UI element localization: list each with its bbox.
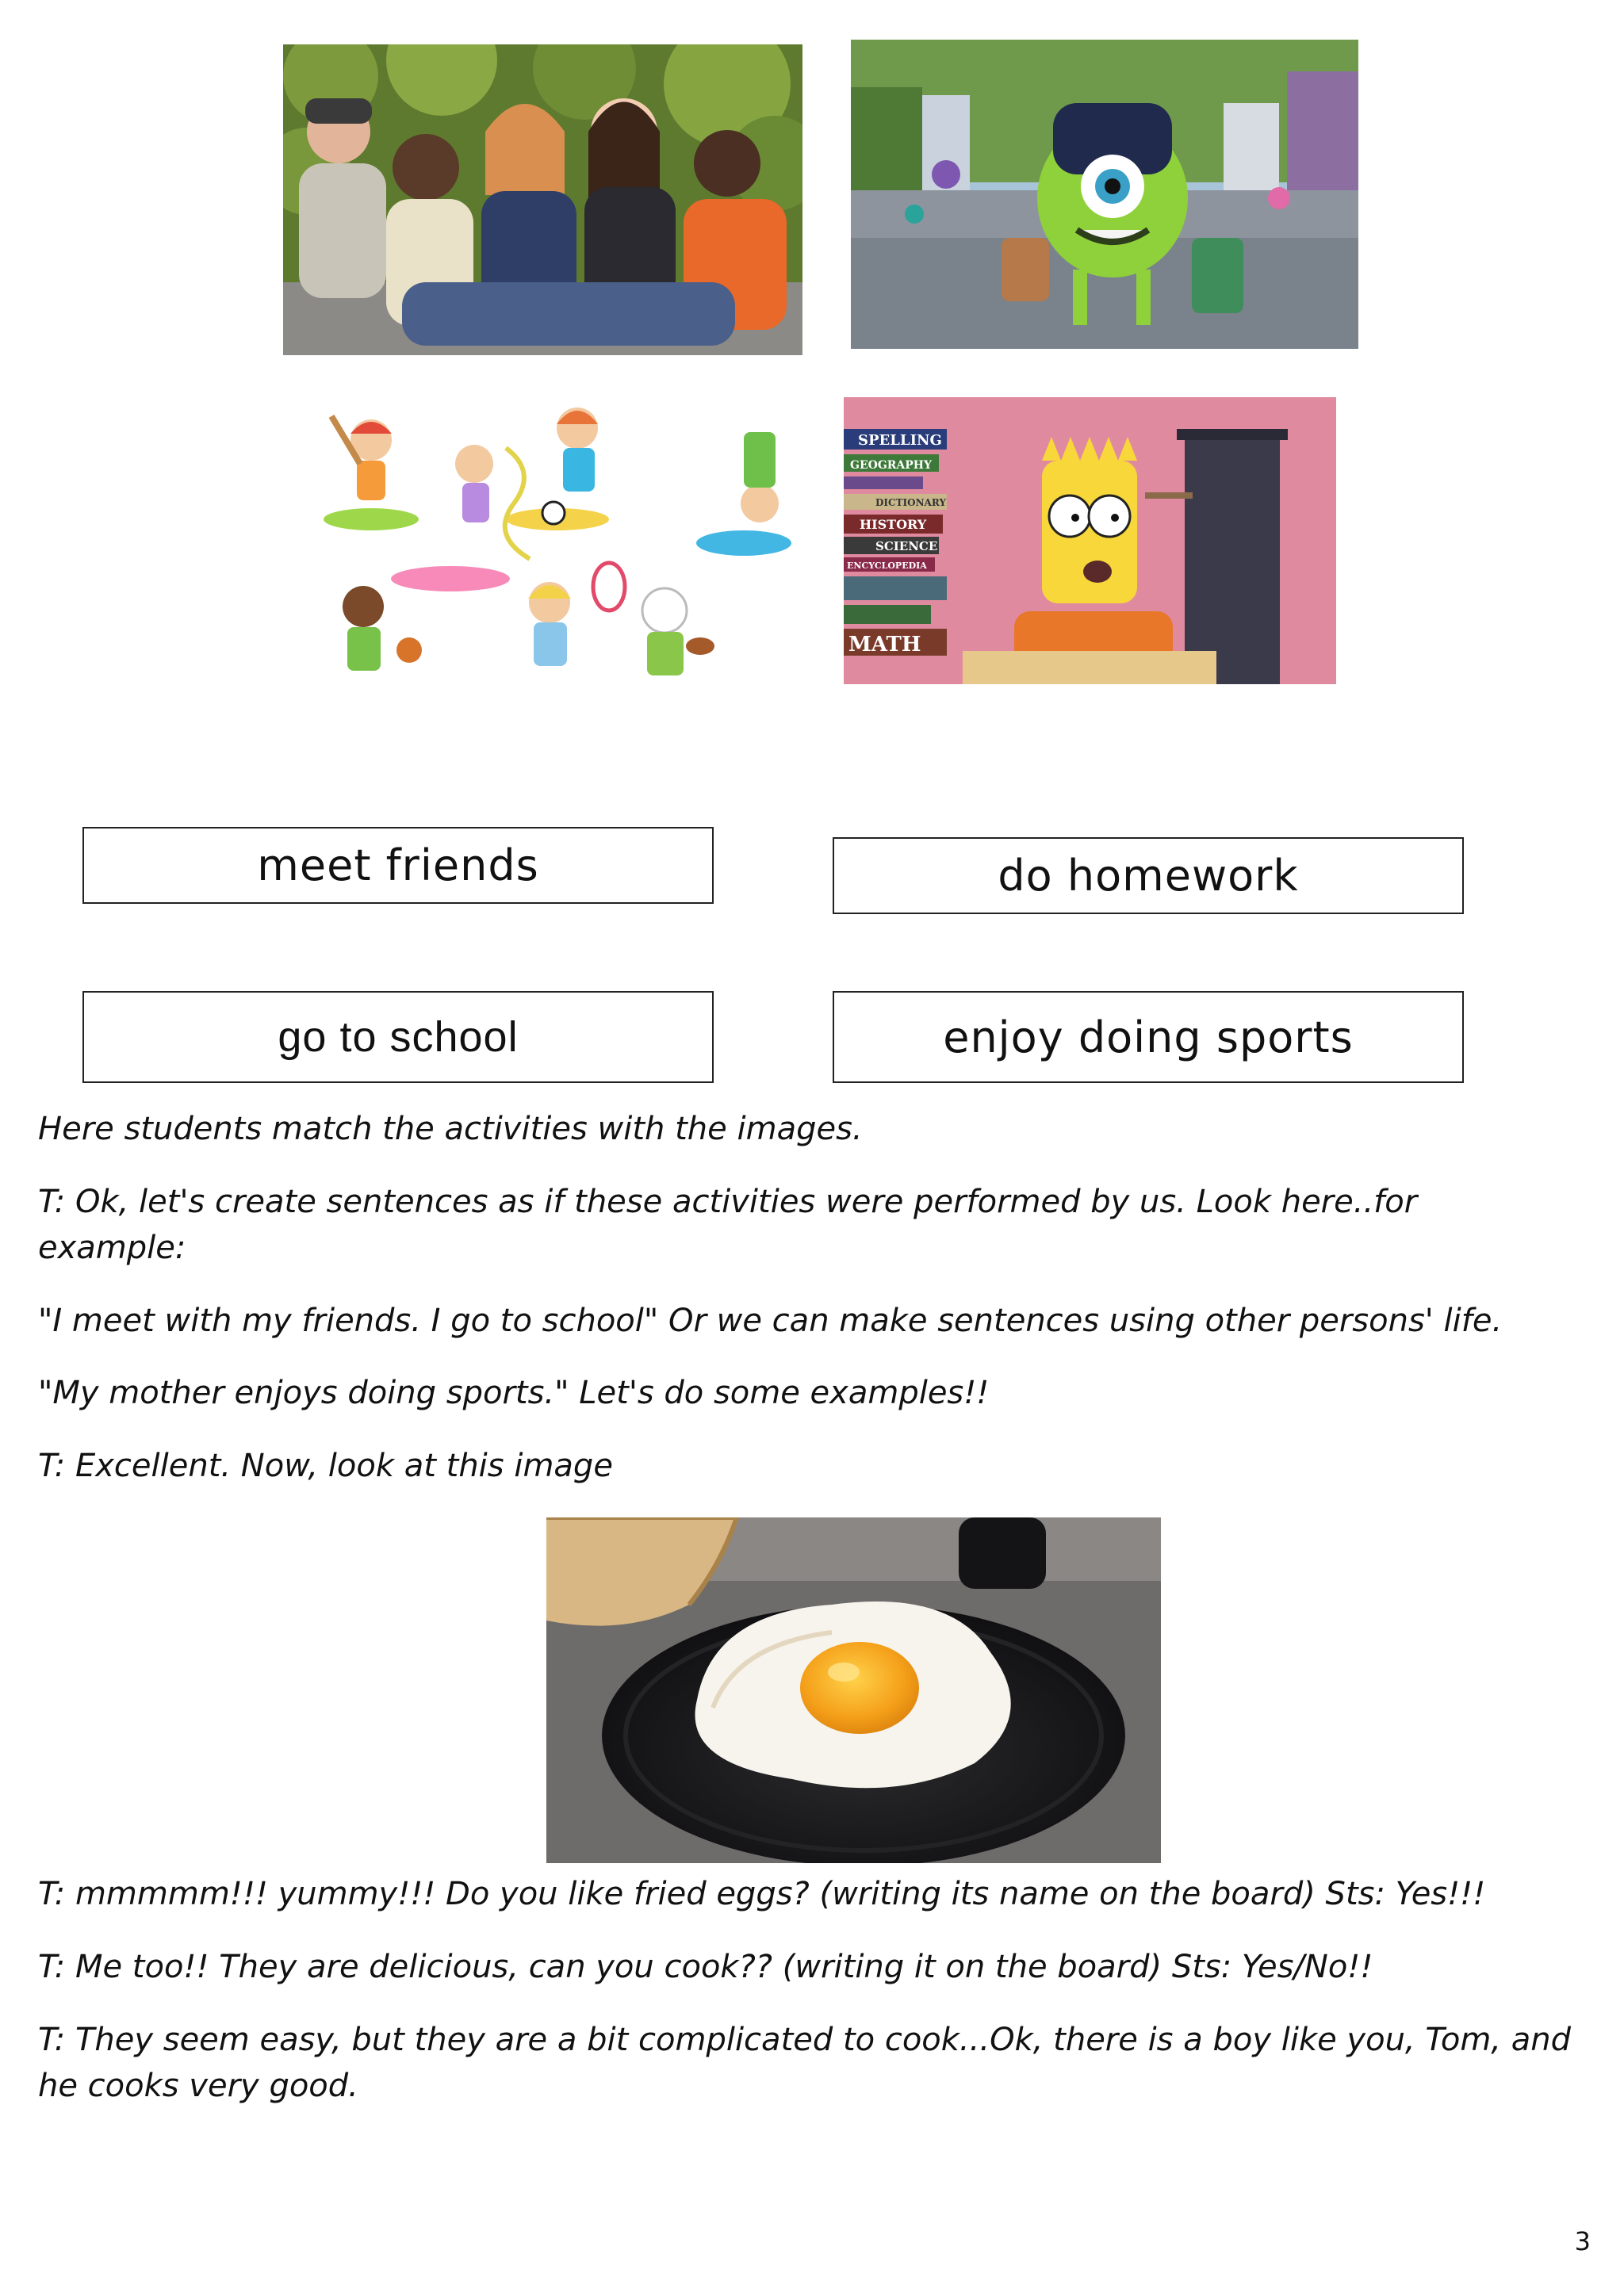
label-do-homework: do homework xyxy=(833,837,1464,914)
paragraph-teacher-create-sentences: T: Ok, let's create sentences as if these activities were performed by us. Look here..for example: xyxy=(38,1184,1418,1266)
book-spelling: SPELLING xyxy=(858,432,942,449)
label-go-to-school: go to school xyxy=(82,991,714,1083)
homework-cartoon-picture xyxy=(844,397,1336,684)
book-dictionary: DICTIONARY xyxy=(875,497,947,508)
label-enjoy-doing-sports: enjoy doing sports xyxy=(833,991,1464,1083)
paragraph-tom-cooks: T: They seem easy, but they are a bit complicated to cook...Ok, there is a boy like you, Tom, and he cooks very good. xyxy=(38,2022,1571,2104)
fried-egg-graphic xyxy=(546,1517,1161,1863)
label-meet-friends: meet friends xyxy=(82,827,714,904)
book-geography: GEOGRAPHY xyxy=(850,459,933,472)
paragraph-example-sentences: "I meet with my friends. I go to school" Or we can make sentences using other persons' life. xyxy=(38,1303,1503,1339)
paragraph-mother-example: "My mother enjoys doing sports." Let's do some examples!! xyxy=(38,1375,990,1411)
paragraph-fried-eggs-question: T: mmmmm!!! yummy!!! Do you like fried eggs? (writing its name on the board) Sts: Yes!!! xyxy=(38,1876,1486,1912)
page-number: 3 xyxy=(1574,2226,1591,2256)
kids-sports-picture xyxy=(316,385,807,700)
book-science: SCIENCE xyxy=(875,539,938,553)
fried-egg-photo xyxy=(546,1517,1161,1863)
book-math: MATH xyxy=(848,633,921,656)
kids-sports-graphic xyxy=(316,385,807,700)
monster-school-picture xyxy=(851,40,1358,349)
book-history: HISTORY xyxy=(860,517,927,532)
monster-school-graphic xyxy=(851,40,1358,349)
paragraph-can-you-cook: T: Me too!! They are delicious, can you cook?? (writing it on the board) Sts: Yes/No!! xyxy=(38,1949,1373,1985)
friends-photo xyxy=(283,44,802,355)
paragraph-instruction: Here students match the activities with the images. xyxy=(38,1111,863,1147)
book-encyclopedia: ENCYCLOPEDIA xyxy=(847,561,927,571)
homework-cartoon-graphic xyxy=(844,397,1336,684)
paragraph-look-at-image: T: Excellent. Now, look at this image xyxy=(38,1448,613,1484)
friends-photo-graphic xyxy=(283,44,802,355)
